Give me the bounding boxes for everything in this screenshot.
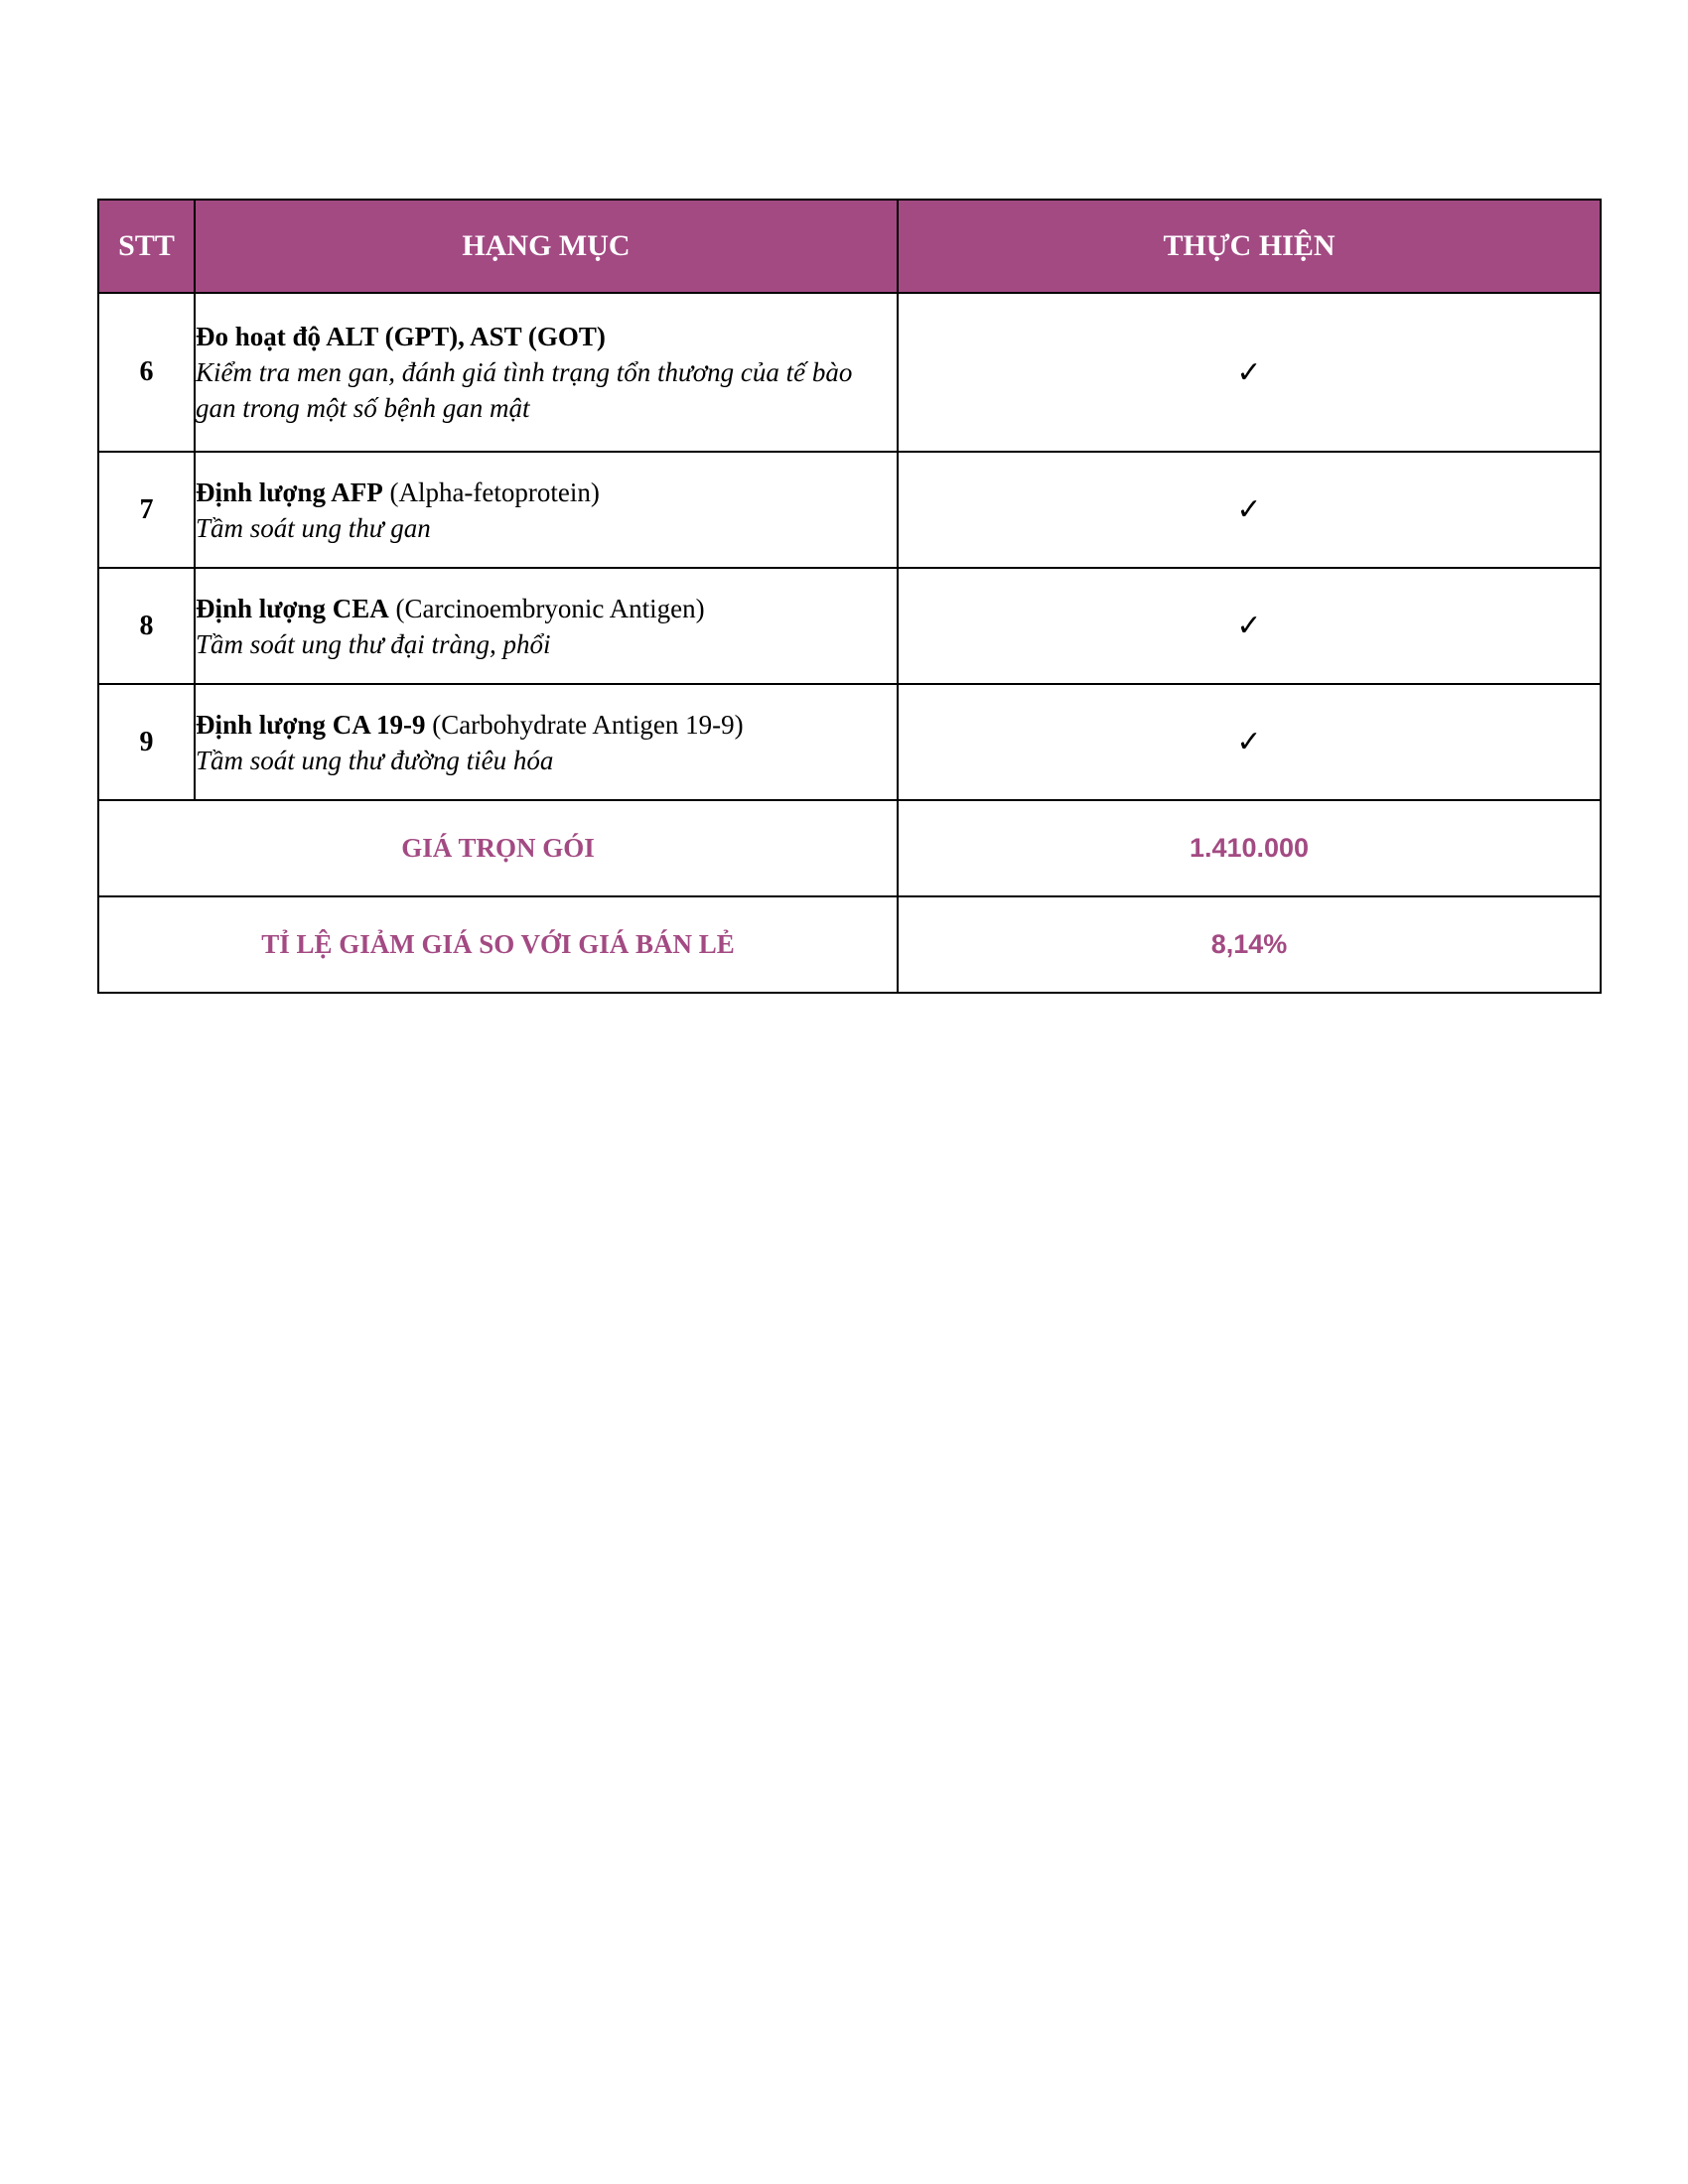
- item-description: Tầm soát ung thư đại tràng, phổi: [196, 628, 551, 659]
- item-title: [196, 319, 897, 354]
- package-price-label: GIÁ TRỌN GÓI: [98, 800, 898, 896]
- row-status: [898, 293, 1601, 452]
- package-table: [97, 199, 1602, 994]
- row-number: 9: [98, 684, 195, 800]
- row-number: 6: [98, 293, 195, 452]
- discount-value: 8,14%: [898, 896, 1601, 993]
- row-status: [898, 568, 1601, 684]
- table-row: [98, 684, 1601, 800]
- item-title: [196, 475, 897, 510]
- item-title-bold: Đo hoạt độ ALT (GPT), AST (GOT): [196, 322, 606, 351]
- table-row: [98, 452, 1601, 568]
- item-description: Tầm soát ung thư gan: [196, 512, 431, 543]
- package-price-row: [98, 800, 1601, 896]
- table-row: [98, 568, 1601, 684]
- checkmark-icon: ✓: [1236, 610, 1262, 642]
- discount-label: TỈ LỆ GIẢM GIÁ SO VỚI GIÁ BÁN LẺ: [98, 896, 898, 993]
- table-header-row: [98, 200, 1601, 293]
- row-number: 7: [98, 452, 195, 568]
- row-item: [195, 684, 898, 800]
- discount-row: [98, 896, 1601, 993]
- item-title-normal: (Carcinoembryonic Antigen): [388, 593, 705, 623]
- row-status: [898, 452, 1601, 568]
- header-stt: STT: [98, 200, 195, 293]
- package-price-value: 1.410.000: [898, 800, 1601, 896]
- header-thuc-hien: THỰC HIỆN: [898, 200, 1601, 293]
- header-hang-muc: HẠNG MỤC: [195, 200, 898, 293]
- row-item: [195, 293, 898, 452]
- item-title-bold: Định lượng AFP: [196, 477, 383, 507]
- checkmark-icon: ✓: [1236, 726, 1262, 758]
- item-title-normal: (Carbohydrate Antigen 19-9): [425, 709, 744, 740]
- item-title-normal: (Alpha-fetoprotein): [382, 477, 600, 507]
- item-title-bold: Định lượng CA 19-9: [196, 709, 426, 740]
- row-status: [898, 684, 1601, 800]
- row-number: 8: [98, 568, 195, 684]
- row-item: [195, 452, 898, 568]
- checkmark-icon: ✓: [1236, 493, 1262, 526]
- item-title: [196, 591, 897, 626]
- row-item: [195, 568, 898, 684]
- item-description: Tầm soát ung thư đường tiêu hóa: [196, 745, 554, 775]
- item-description: Kiểm tra men gan, đánh giá tình trạng tổn thương của tế bào gan trong một số bệnh gan mật: [196, 357, 853, 423]
- checkmark-icon: ✓: [1236, 355, 1262, 389]
- item-title: [196, 707, 897, 743]
- table-row: [98, 293, 1601, 452]
- item-title-bold: Định lượng CEA: [196, 593, 389, 623]
